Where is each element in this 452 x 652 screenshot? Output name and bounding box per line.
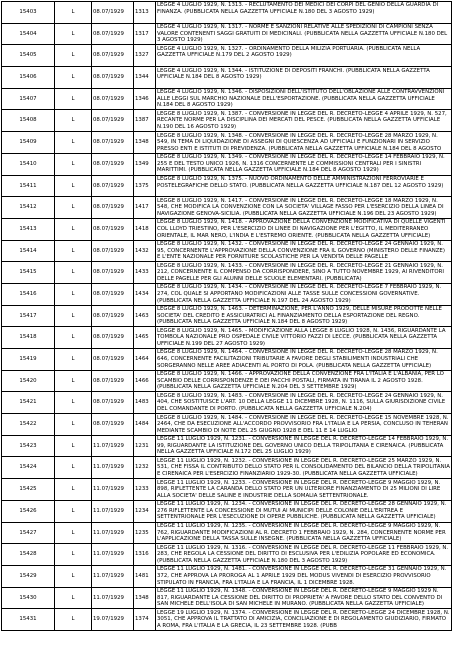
table-row: [2, 262, 452, 284]
record-act-number: 1348: [134, 587, 156, 609]
record-number: 15410: [2, 153, 55, 175]
record-act-number: 1466: [134, 370, 156, 392]
record-date: 11.07/1929: [92, 500, 134, 522]
record-date: 08.07/1929: [92, 88, 134, 110]
record-number: 15423: [2, 435, 55, 457]
record-number: 15419: [2, 349, 55, 371]
record-act-number: 1235: [134, 522, 156, 544]
table-row: [2, 544, 452, 566]
record-act-number: 1348: [134, 132, 156, 154]
record-date: 08.07/1929: [92, 262, 134, 284]
record-date: 08.07/1929: [92, 67, 134, 89]
record-description-cell: [156, 370, 452, 392]
record-type: L: [55, 457, 92, 479]
record-description: LEGGE 8 LUGLIO 1929, N. 1483. - CONVERSIONE IN LEGGE DEL R. DECRETO-LEGGE 24 GENNAIO 1929, N. 404, CHE SOSTITUISCE L'ART. 10 DELLA LEGGE 11 DICEMBRE 1928, N. 1116, SULLA GIURISDIZIONE CIVILE DEL COMANDANTE DI PORTO. (PUBBLICATA NELLA GAZZETTA UFFICIALE N.204): [157, 392, 446, 412]
record-description-cell: [156, 435, 452, 457]
record-description-cell: [156, 479, 452, 501]
table-row: [2, 565, 452, 587]
record-description: LEGGE 11 LUGLIO 1929, N. 1481. - CONVERSIONE IN LEGGE DEL R. DECRETO-LEGGE 31 GENNAIO 1929, N. 372, CHE APPROVA LA PROROGA AL 1 APRILE 1929 DEL MODUS VIVENDI DI ESERCIZIO PROVVISORIO STIPULATO IN FRANCIA, FRA L'ITALIA E LA FRANCIA, IL 1 DICEMBRE 1928.: [157, 566, 447, 586]
record-description-cell: [156, 457, 452, 479]
table-row: [2, 435, 452, 457]
record-description: LEGGE 4 LUGLIO 1929, N. 1313. - RECLUTAMENTO DEI MEDICI DEI CORPI DEL GENIO DELLA GUARDIA DI FINANZA. (PUBBLICATA NELLA GAZZETTA UFFICIALE N.180 DEL 3 AGOSTO 1929): [157, 2, 439, 16]
record-description-cell: [156, 414, 452, 436]
record-type: L: [55, 435, 92, 457]
record-type: L: [55, 500, 92, 522]
record-date: 08.07/1929: [92, 2, 134, 24]
record-description-cell: [156, 175, 452, 197]
table-row: [2, 110, 452, 132]
record-act-number: 1465: [134, 327, 156, 349]
record-description: LEGGE 11 LUGLIO 1929, N. 1234. - CONVERSIONE IN LEGGE DEL R. DECRETO-LEGGE 28 GENNAIO 1929, N. 276 RIFLETTENTE LA CONCESSIONE DI MUTUI AI MUNICIPI DELLE COLONIE DELL'ERITREA E SETTENTRIONALE PER L'ESECUZIONE DI OPERE PUBBLICHE. (PUBBLICATA NELLA GAZZETTA UFFICIALE): [157, 501, 447, 521]
record-type: L: [55, 153, 92, 175]
record-description-cell: [156, 587, 452, 609]
record-number: 15424: [2, 457, 55, 479]
record-description-cell: [156, 305, 452, 327]
record-date: 08.07/1929: [92, 23, 134, 45]
record-date: 08.07/1929: [92, 197, 134, 219]
record-description-cell: [156, 262, 452, 284]
record-type: L: [55, 197, 92, 219]
record-number: 15427: [2, 522, 55, 544]
record-type: L: [55, 544, 92, 566]
record-date: 08.07/1929: [92, 414, 134, 436]
record-act-number: 1433: [134, 262, 156, 284]
record-description-cell: [156, 132, 452, 154]
record-type: L: [55, 327, 92, 349]
record-number: 15418: [2, 327, 55, 349]
record-act-number: 1387: [134, 110, 156, 132]
record-number: 15428: [2, 544, 55, 566]
table-row: [2, 218, 452, 240]
record-description: LEGGE 8 LUGLIO 1929, N. 1484. - CONVERSIONE IN LEGGE DEL R. DECRETO-LEGGE 15 NOVEMBRE 1928, N. 2464, CHE DA ESECUZIONE ALL'ACCORDO PROVVISORIO FRA L'ITALIA E LA PERSIA, CONCLUSO IN TEHERAN MEDIANTE SCAMBIO DI NOTE DEL 25 GIUGNO 1928 E DEL 11 E 14 LUGLIO: [157, 414, 449, 434]
record-description-cell: [156, 88, 452, 110]
record-date: 11.07/1929: [92, 587, 134, 609]
record-description-cell: [156, 67, 452, 89]
record-description: LEGGE 11 LUGLIO 1929, N. 1316. - CONVERSIONE IN LEGGE DEL R. DECRETO-LEGGE 11 FEBBRAIO 1929, N. 283, CHE REGOLA LA CESSIONE DEL DIRITTO DI ESCLUSIVA PER L'EDILIZIA POPOLARE ED ECONOMICA. (PUBBLICATA NELLA GAZZETTA UFFICIALE N.180 DEL 3 AGOSTO 1929): [157, 544, 449, 564]
record-number: 15408: [2, 110, 55, 132]
record-date: 11.07/1929: [92, 479, 134, 501]
record-number: 15420: [2, 370, 55, 392]
record-description: LEGGE 8 LUGLIO 1929, N. 1348. - CONVERSIONE IN LEGGE DEL R. DECRETO-LEGGE 28 MARZO 1929, N. 549, IN TEMA DI LIQUIDAZIONE DI ASSEGNI DI QUIESCENZA AD UFFICIALI E FUNZIONARI IN SERVIZIO PRESSO ENTI E ISTITUTI DI PREVIDENZA. (PUBBLICATA NELLA GAZZETTA UFFICIALE N.184 DEL 8 AGOSTO: [157, 132, 442, 152]
record-description: LEGGE 11 LUGLIO 1929, N. 1348. - CONVERSIONE IN LEGGE DEL R. DECRETO-LEGGE 9 MAGGIO 1929 N. 817, RIGUARDANTE LA CESSIONE DEL DIRITTO DI PROPRIETA' A FAVORE DELLO STATO DEL CONVENTO DI SAN MICHELE DELL'ISOLA DI SAN MICHELE IN MURANO. (PUBBLICATA NELLA GAZZETTA UFFICIALE): [157, 588, 443, 608]
record-description: LEGGE 19 LUGLIO 1929, N. 1374. - CONVERSIONE IN LEGGE DEL R. DECRETO-LEGGE 24 DICEMBRE 1928, N. 3051, CHE APPROVA IL TRATTATO DI AMICIZIA, CONCILIAZIONE E DI REGOLAMENTO GIUDIZIARIO, FIRMATO A ROMA, FRA L'ITALIA E LA GRECIA, IL 23 SETTEMBRE 1928. (PUBB: [157, 609, 450, 629]
record-act-number: 1316: [134, 544, 156, 566]
record-description-cell: [156, 565, 452, 587]
record-act-number: 1346: [134, 88, 156, 110]
record-act-number: 1317: [134, 23, 156, 45]
record-number: 15405: [2, 45, 55, 67]
record-description-cell: [156, 283, 452, 305]
record-act-number: 1434: [134, 283, 156, 305]
record-number: 15415: [2, 262, 55, 284]
record-act-number: 1231: [134, 435, 156, 457]
record-date: 08.07/1929: [92, 240, 134, 262]
record-date: 08.07/1929: [92, 218, 134, 240]
record-date: 08.07/1929: [92, 110, 134, 132]
record-type: L: [55, 45, 92, 67]
record-act-number: 1464: [134, 349, 156, 371]
record-act-number: 1234: [134, 500, 156, 522]
table-row: [2, 132, 452, 154]
table-row: [2, 2, 452, 24]
record-description: LEGGE 8 LUGLIO 1929, N. 1433. - CONVERSIONE IN LEGGE DEL R. DECRETO-LEGGE 21 GENNAIO 1929, N. 212, CONCERNENTE IL COMPENSO DA CORRISPONDERE, SINO A TUTTO NOVEMBRE 1929, AI RIVENDITORI DELLE PAGELLE PER GLI ALUNNI DELLE SCUOLE ELEMENTARI. (PUBBLICATA): [157, 262, 445, 282]
record-description-cell: [156, 153, 452, 175]
table-row: [2, 45, 452, 67]
record-date: 08.07/1929: [92, 153, 134, 175]
record-description: LEGGE 8 LUGLIO 1929, N. 1464. - CONVERSIONE IN LEGGE DEL R. DECRETO-LEGGE 28 MARZO 1929, N. 646, CONCERNENTE FACILITAZIONI TRIBUTARIE A FAVORE DEGLI STABILIMENTI INDUSTRIALI CHE SORGERANNO NELLE AREE ADIACENTI AL PORTO DI POLA. (PUBBLICATA NELLA GAZZETTA UFFICIALE): [157, 349, 438, 369]
record-description: LEGGE 8 LUGLIO 1929, N. 1463. - DETERMINAZIONE, PER L'ANNO 1929, DELLE MISURE PRODOTTE NELLE SOCIETA' DEL CREDITO E ASSICURATRICI AL FINANZIAMENTO DELLA ESPORTAZIONE DEL REGNO. (PUBBLICATA NELLA GAZZETTA UFFICIALE N.184 DEL 8 AGOSTO 1929): [157, 306, 442, 326]
record-number: 15421: [2, 392, 55, 414]
record-number: 15412: [2, 197, 55, 219]
table-row: [2, 327, 452, 349]
record-description: LEGGE 11 LUGLIO 1929, N. 1235. - CONVERSIONE IN LEGGE DEL R. DECRETO-LEGGE 9 MAGGIO 1929, N. 762, RIGUARDANTE MODIFICAZIONI AL R. DECRETO 1 FEBBRAIO 1929, N. 284, CONCERNENTE NORME PER L'APPLICAZIONE DELLA TASSA SULLE INSEGNE. (PUBBLICATA NELLA GAZZETTA UFFICIALE): [157, 522, 446, 543]
record-number: 15409: [2, 132, 55, 154]
table-row: [2, 500, 452, 522]
record-act-number: 1327: [134, 45, 156, 67]
record-description-cell: [156, 522, 452, 544]
table-row: [2, 197, 452, 219]
record-description: LEGGE 8 LUGLIO 1929, N. 1465. - MODIFICAZIONE ALLA LEGGE 8 LUGLIO 1928, N. 1436, RIGUARDANTE LA TOMBOLA NAZIONALE PRO OSPEDALE CIVILE VITTORIO FAZZI DI LECCE. (PUBBLICATA NELLA GAZZETTA UFFICIALE N.199 DEL 27 AGOSTO 1929): [157, 327, 446, 347]
record-number: 15417: [2, 305, 55, 327]
table-row: [2, 305, 452, 327]
record-description-cell: [156, 392, 452, 414]
record-date: 08.07/1929: [92, 283, 134, 305]
record-description: LEGGE 4 LUGLIO 1929, N. 1344. - ISTITUZIONE DI DEPOSITI FRANCHI. (PUBBLICATA NELLA GAZZETTA UFFICIALE N.184 DEL 8 AGOSTO 1929): [157, 67, 430, 81]
record-type: L: [55, 262, 92, 284]
record-description: LEGGE 8 LUGLIO 1929, N. 1466. - APPROVAZIONE DELLA CONVENZIONE FRA L'ITALIA E L'ALBANIA, PER LO SCAMBIO DELLE CORRISPONDENZE E DEI PACCHI POSTALI, FIRMATA IN TIRANA IL 2 AGOSTO 1928. (PUBBLICATA NELLA GAZZETTA UFFICIALE N.204 DEL 3 SETTEMBRE 1929): [157, 371, 444, 391]
table-row: [2, 67, 452, 89]
record-description-cell: [156, 500, 452, 522]
record-date: 11.07/1929: [92, 522, 134, 544]
record-description: LEGGE 8 LUGLIO 1929, N. 1387. - CONVERSIONE IN LEGGE DEL R. DECRETO-LEGGE 4 APRILE 1929, N. 527, RECANTE NORME PER LA DISCIPLINA DEI MERCATI DEL PESCE. (PUBBLICATA NELLA GAZZETTA UFFICIALE N.190 DEL 16 AGOSTO 1929): [157, 110, 447, 131]
record-act-number: 1349: [134, 153, 156, 175]
record-act-number: 1432: [134, 240, 156, 262]
record-number: 15430: [2, 587, 55, 609]
records-table-body: [2, 2, 452, 631]
record-description-cell: [156, 218, 452, 240]
record-date: 08.07/1929: [92, 349, 134, 371]
record-act-number: 1344: [134, 67, 156, 89]
record-type: L: [55, 110, 92, 132]
table-row: [2, 153, 452, 175]
record-type: L: [55, 609, 92, 631]
record-description: LEGGE 8 LUGLIO 1929, N. 1418. - APPROVAZIONE DELLA CONVENZIONE MODIFICATIVA DI QUELLE VIGENTI COL LLOYD TRIESTINO, PER L'ESERCIZIO DI LINEE DI NAVIGAZIONE PER L'EGITTO, IL MEDITERRANEO ORIENTALE, IL MAR NERO, L'INDIA E L'ESTREMO ORIENTE. (PUBBLICATA NELLA GAZZETTA UFFICIALE): [157, 219, 446, 239]
record-number: 15414: [2, 240, 55, 262]
record-type: L: [55, 132, 92, 154]
record-description-cell: [156, 45, 452, 67]
record-date: 08.07/1929: [92, 132, 134, 154]
table-row: [2, 23, 452, 45]
record-description: LEGGE 8 LUGLIO 1929, N. 1349. - CONVERSIONE IN LEGGE DEL R. DECRETO-LEGGE 14 FEBBRAIO 1929, N. 255 E DEL TESTO UNICO 1926, N. 1316 CONCERNENTE LE COMMISSIONI CENTRALI PER I SINISTRI MARITTIMI. (PUBBLICATA NELLA GAZZETTA UFFICIALE N.184 DEL 8 AGOSTO 1929): [157, 154, 445, 174]
record-date: 08.07/1929: [92, 175, 134, 197]
record-type: L: [55, 392, 92, 414]
table-row: [2, 457, 452, 479]
record-description: LEGGE 4 LUGLIO 1929, N. 1317. - NORME E SANZIONI RELATIVE ALLE SPEDIZIONI DI CAMPIONI SENZA VALORE CONTENENTI SAGGI GRATUITI DI MEDICINALI. (PUBBLICATA NELLA GAZZETTA UFFICIALE N.180 DEL 3 AGOSTO 1929): [157, 24, 448, 44]
table-row: [2, 609, 452, 631]
record-description: LEGGE 4 LUGLIO 1929, N. 1346. - DISPOSIZIONI DELL'ISTITUTO DELL'OBLAZIONE ALLE CONTRAVVENZIONI ALLE LEGGI SUL MARCHIO NAZIONALE DELL'ESPORTAZIONE. (PUBBLICATA NELLA GAZZETTA UFFICIALE N.184 DEL 8 AGOSTO 1929): [157, 89, 445, 109]
record-type: L: [55, 283, 92, 305]
table-row: [2, 283, 452, 305]
record-act-number: 1484: [134, 414, 156, 436]
record-date: 11.07/1929: [92, 544, 134, 566]
record-type: L: [55, 218, 92, 240]
record-number: 15429: [2, 565, 55, 587]
record-description-cell: [156, 23, 452, 45]
record-description: LEGGE 8 LUGLIO 1929, N. 1434. - CONVERSIONE IN LEGGE DEL R. DECRETO-LEGGE 7 FEBBRAIO 1929, N. 274, COL QUALE SI APPORTANO MODIFICAZIONI ALLE TASSE SULLE CONCESSIONI GOVERNATIVE. (PUBBLICATA NELLA GAZZETTA UFFICIALE N.197 DEL 24 AGOSTO 1929): [157, 284, 442, 304]
record-act-number: 1233: [134, 479, 156, 501]
table-row: [2, 414, 452, 436]
record-type: L: [55, 175, 92, 197]
record-type: L: [55, 349, 92, 371]
table-row: [2, 479, 452, 501]
record-date: 08.07/1929: [92, 370, 134, 392]
record-type: L: [55, 587, 92, 609]
record-description-cell: [156, 197, 452, 219]
table-row: [2, 175, 452, 197]
record-description: LEGGE 11 LUGLIO 1929, N. 1231. - CONVERSIONE IN LEGGE DEL R. DECRETO-LEGGE 14 FEBBRAIO 1929, N. 99, RIGUARDANTE LA ISTITUZIONE DEL GOVERNO UNICO DELLA TRIPOLITANIA E CIRENAICA. (PUBBLICATA NELLA GAZZETTA UFFICIALE N.172 DEL 25 LUGLIO 1929): [157, 436, 449, 456]
record-date: 19.07/1929: [92, 609, 134, 631]
record-number: 15416: [2, 283, 55, 305]
record-number: 15403: [2, 2, 55, 24]
record-description-cell: [156, 110, 452, 132]
record-act-number: 1232: [134, 457, 156, 479]
table-row: [2, 587, 452, 609]
record-act-number: 1313: [134, 2, 156, 24]
record-act-number: 1463: [134, 305, 156, 327]
record-number: 15426: [2, 500, 55, 522]
record-act-number: 1418: [134, 218, 156, 240]
record-number: 15407: [2, 88, 55, 110]
table-row: [2, 88, 452, 110]
record-date: 11.07/1929: [92, 457, 134, 479]
record-type: L: [55, 370, 92, 392]
record-number: 15422: [2, 414, 55, 436]
record-act-number: 1374: [134, 609, 156, 631]
record-date: 11.07/1929: [92, 435, 134, 457]
record-description: LEGGE 11 LUGLIO 1929, N. 1232. - CONVERSIONE IN LEGGE DEL R. DECRETO-LEGGE 25 MARZO 1929, N. 531, CHE FISSA IL CONTRIBUTO DELLO STATO PER IL CONSOLIDAMENTO DEL BILANCIO DELLA TRIPOLITANIA E CIRENAICA PER L'ESERCIZIO FINANZIARIO 1929-30. (PUBBLICATA NELLA GAZZETTA UFFICIALE): [157, 457, 450, 478]
record-description: LEGGE 4 LUGLIO 1929, N. 1327. - ORDINAMENTO DELLA MILIZIA PORTUARIA. (PUBBLICATA NELLA GAZZETTA UFFICIALE N.179 DEL 2 AGOSTO 1929): [157, 45, 421, 59]
record-type: L: [55, 88, 92, 110]
record-number: 15431: [2, 609, 55, 631]
record-type: L: [55, 240, 92, 262]
record-number: 15413: [2, 218, 55, 240]
record-date: 08.07/1929: [92, 392, 134, 414]
record-number: 15404: [2, 23, 55, 45]
record-description-cell: [156, 2, 452, 24]
record-act-number: 1417: [134, 197, 156, 219]
record-description-cell: [156, 327, 452, 349]
record-type: L: [55, 23, 92, 45]
record-date: 11.07/1929: [92, 565, 134, 587]
record-description: LEGGE 8 LUGLIO 1929, N. 1375. - NUOVO ORDINAMENTO DELLE AMMINISTRAZIONI FERROVIARIE E POSTELEGRAFICHE DELLO STATO. (PUBBLICATA NELLA GAZZETTA UFFICIALE N.187 DEL 12 AGOSTO 1929): [157, 175, 444, 189]
record-type: L: [55, 565, 92, 587]
record-type: L: [55, 522, 92, 544]
record-act-number: 1375: [134, 175, 156, 197]
record-date: 08.07/1929: [92, 305, 134, 327]
record-type: L: [55, 305, 92, 327]
table-row: [2, 349, 452, 371]
record-description-cell: [156, 240, 452, 262]
record-number: 15425: [2, 479, 55, 501]
record-number: 15406: [2, 67, 55, 89]
record-act-number: 1481: [134, 565, 156, 587]
record-type: L: [55, 414, 92, 436]
record-description-cell: [156, 544, 452, 566]
record-description: LEGGE 8 LUGLIO 1929, N. 1417. - CONVERSIONE IN LEGGE DEL R. DECRETO-LEGGE 18 MARZO 1929, N. 548, CHE MODIFICA LA CONVENZIONE CON LA SOCIETA' VILLAGE FASSO PER L'ESERCIZIO DELLA LINEA DI NAVIGAZIONE GENOVA-SICILIA. (PUBBLICATA NELLA GAZZETTA UFFICIALE N.196 DEL 23 AGOSTO 1929): [157, 197, 444, 217]
record-description-cell: [156, 609, 452, 631]
record-number: 15411: [2, 175, 55, 197]
record-date: 08.07/1929: [92, 327, 134, 349]
record-date: 08.07/1929: [92, 45, 134, 67]
record-type: L: [55, 2, 92, 24]
table-row: [2, 240, 452, 262]
table-row: [2, 522, 452, 544]
record-type: L: [55, 67, 92, 89]
record-act-number: 1483: [134, 392, 156, 414]
table-row: [2, 370, 452, 392]
records-table: [1, 1, 452, 631]
record-description: LEGGE 8 LUGLIO 1929, N. 1432. - CONVERSIONE IN LEGGE DEL R. DECRETO-LEGGE 24 GENNAIO 1929, N. 95, CONCERNENTE L'APPROVAZIONE DELLA CONVENZIONE FRA IL GOVERNO (MINISTERO DELLE FINANZE) E L'ENTE NAZIONALE PER FORNITURE SCOLASTICHE PER LA VENDITA DELLE PAGELLE: [157, 241, 445, 261]
record-description: LEGGE 11 LUGLIO 1929, N. 1233. - CONVERSIONE IN LEGGE DEL R. DECRETO-LEGGE 9 MAGGIO 1929, N. 898, RIFLETTENTE LA CARANDA DELLO STATO PER UN ULTERIORE FINANZIAMENTO DI 25 MILIONI DI LIRE ALLA SOCIETA' DELLE SALINE E INDUSTRIE DELLA SOMALIA SETTENTRIONALE.: [157, 479, 441, 499]
record-description-cell: [156, 349, 452, 371]
record-type: L: [55, 479, 92, 501]
table-row: [2, 392, 452, 414]
